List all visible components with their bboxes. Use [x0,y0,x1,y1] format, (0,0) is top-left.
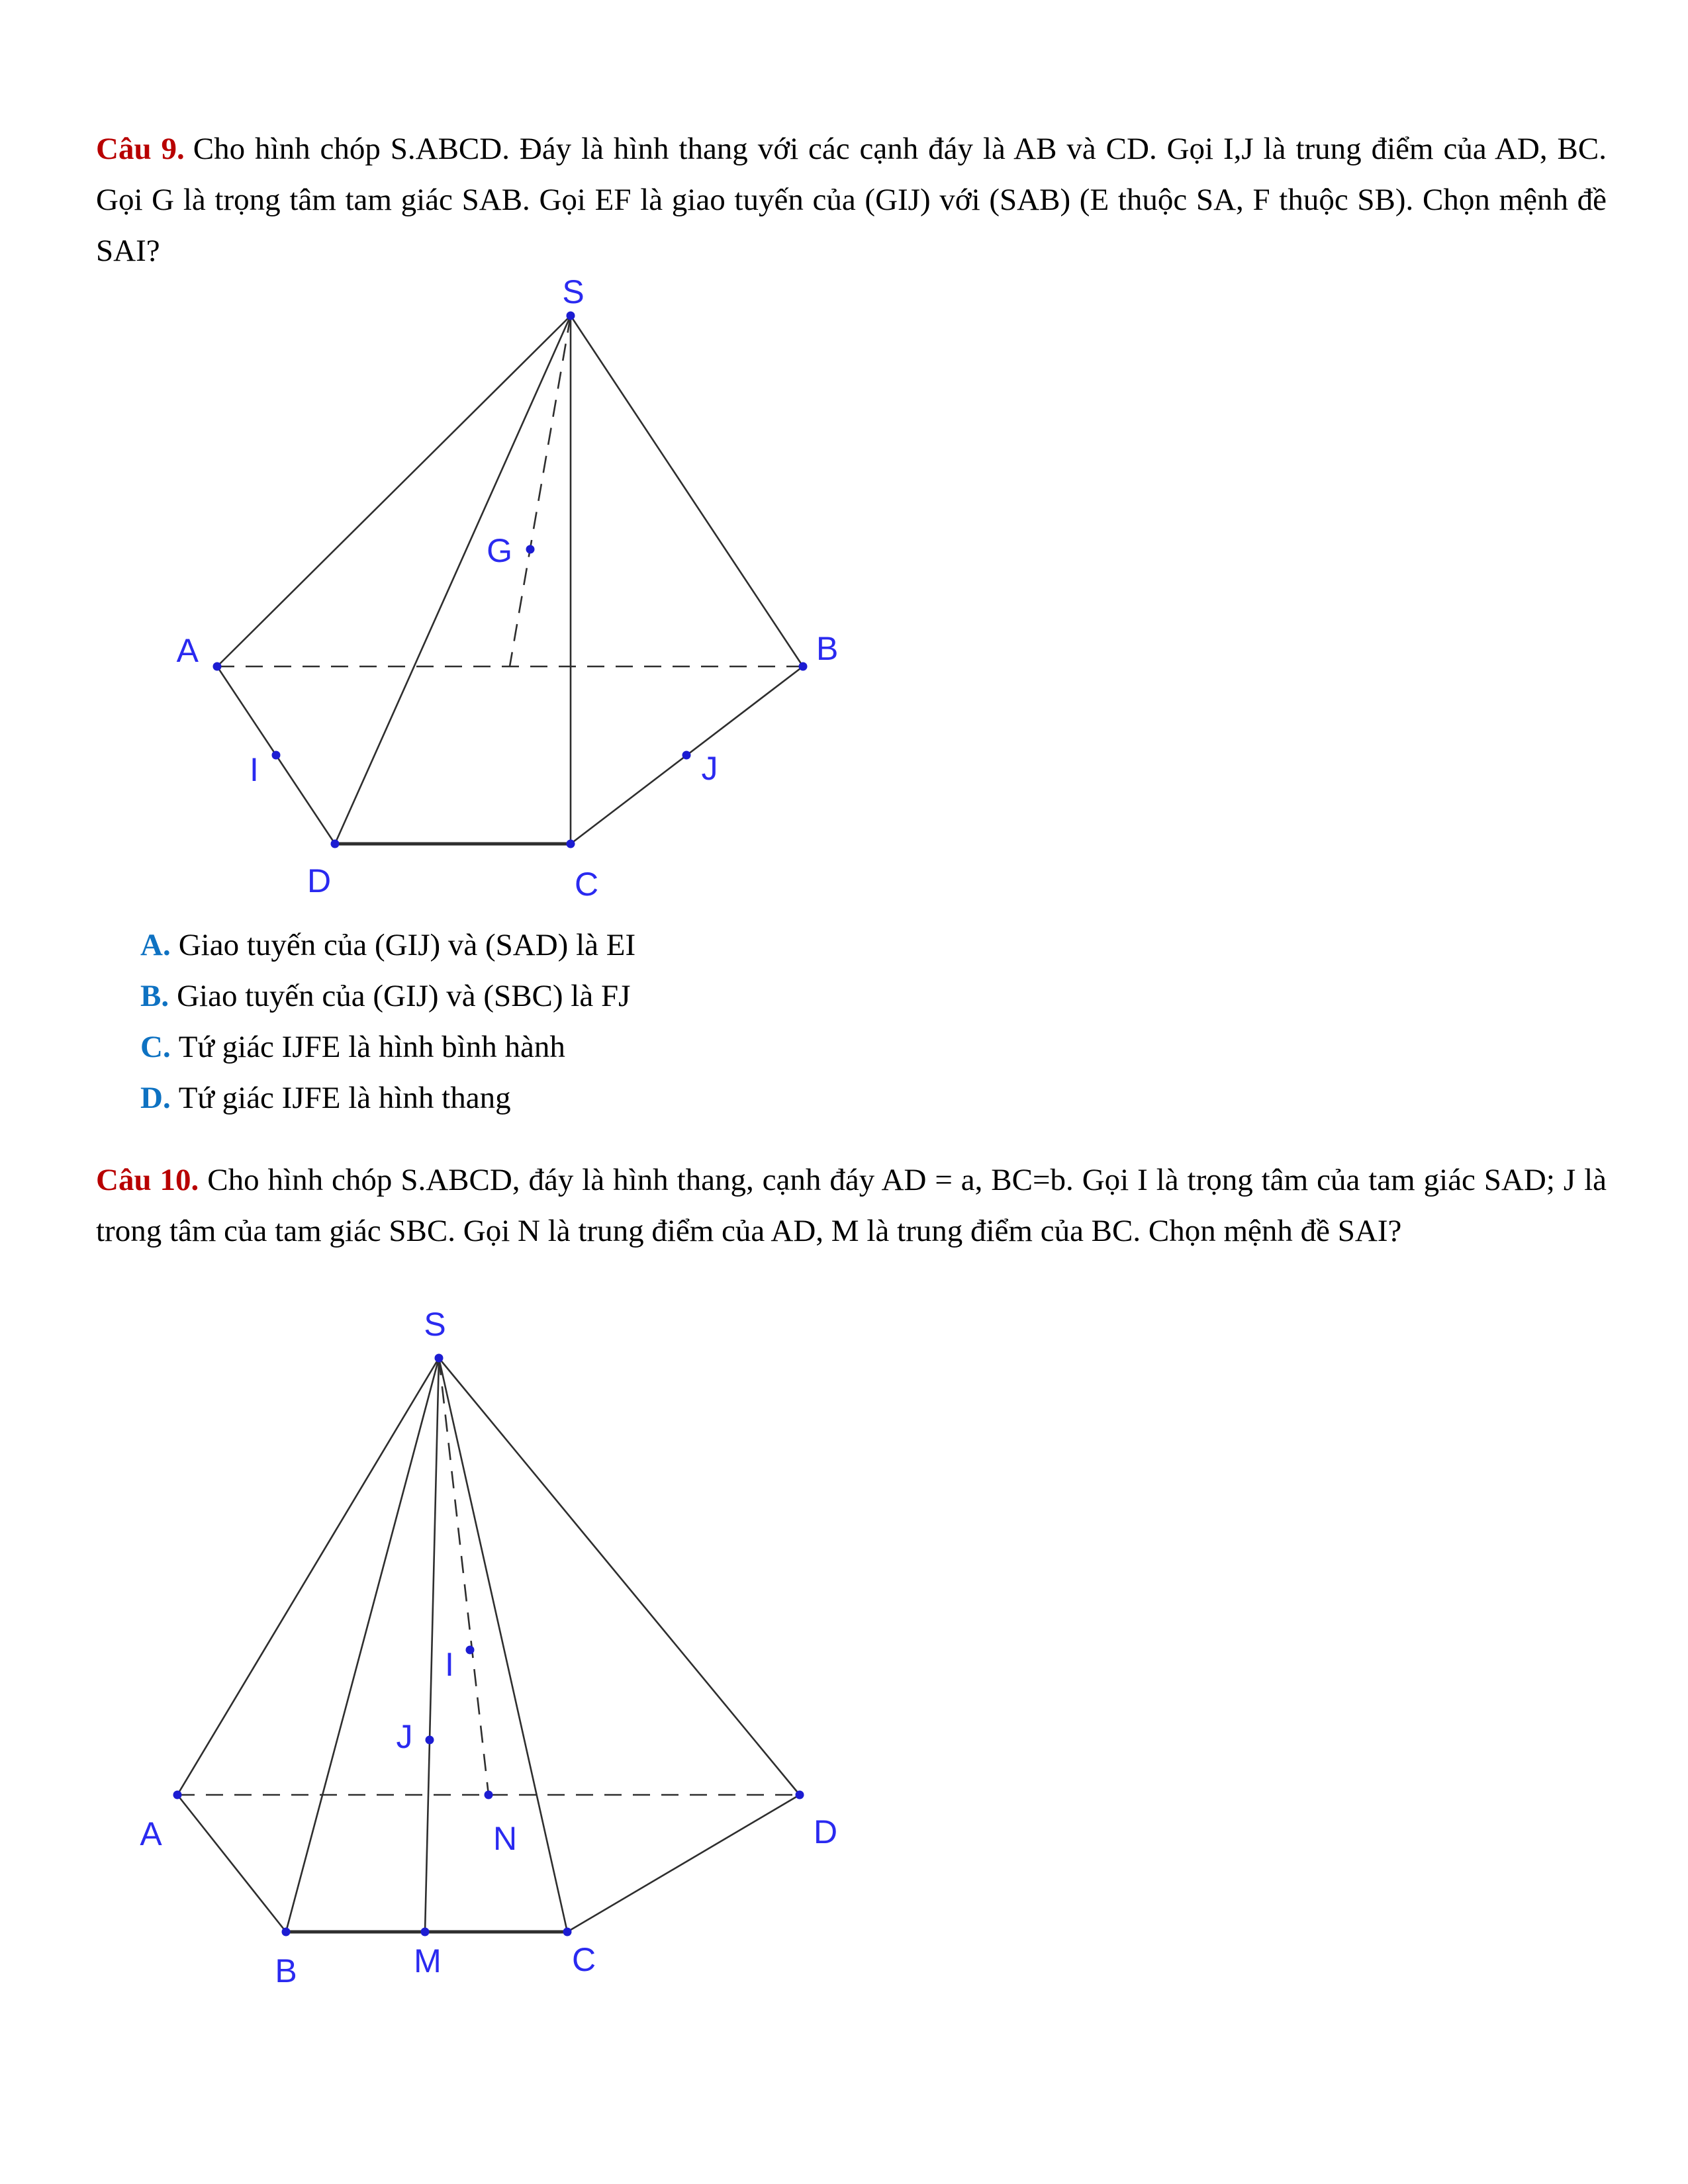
point-dot-I [272,751,281,760]
point-dot-J [682,751,691,760]
point-label-B: B [275,1952,297,1989]
option-a [140,920,635,971]
question-10-text: Cho hình chóp S.ABCD, đáy là hình thang, cạnh đáy AD = a, BC=b. Gọi I là trọng tâm của tam giác SAD; J là trong tâm của tam giác SBC. Gọi N là trung điểm của AD, M là trung điểm của BC. Chọn mệnh đề SAI? [96,1163,1607,1248]
question-9-label: Câu 9. [96,132,185,166]
point-dot-A [173,1791,182,1799]
point-dot-D [331,840,340,848]
point-label-J: J [396,1718,413,1755]
point-dot-J [426,1736,434,1745]
option-c-letter: C. [140,1030,171,1064]
point-dot-B [282,1928,291,1936]
point-label-J: J [701,750,718,787]
point-dot-A [213,662,222,671]
option-b-letter: B. [140,979,169,1013]
edge-S-D [335,316,571,844]
option-d [140,1073,635,1124]
option-c [140,1022,635,1073]
point-dot-S [435,1354,444,1363]
edge-S-B [571,316,803,666]
point-label-B: B [816,630,839,667]
option-d-letter: D. [140,1081,171,1115]
question-10-paragraph [96,1155,1607,1257]
option-a-text: Giao tuyến của (GIJ) và (SAD) là EI [178,928,636,962]
edge-S-N [439,1358,489,1795]
point-dot-B [799,662,808,671]
point-label-D: D [306,862,332,899]
edge-S-B [286,1358,439,1932]
edge-S-K [510,316,571,666]
edge-S-D [439,1358,800,1795]
pyramid-figure-q10 [93,1291,900,2038]
point-label-S: S [562,273,585,310]
point-label-S: S [424,1306,446,1343]
option-b [140,971,635,1022]
point-label-C: C [571,1941,596,1978]
point-label-A: A [176,632,199,669]
point-dot-C [563,1928,572,1936]
point-dot-N [485,1791,493,1799]
option-b-text: Giao tuyến của (GIJ) và (SBC) là FJ [177,979,631,1013]
point-label-C: C [574,866,599,903]
point-label-A: A [140,1815,162,1852]
pyramid-figure-q9 [152,258,894,907]
option-c-text: Tứ giác IJFE là hình bình hành [178,1030,565,1064]
point-label-N: N [492,1820,518,1857]
point-label-I: I [445,1646,454,1683]
question-10-label: Câu 10. [96,1163,199,1197]
point-dot-S [567,312,575,320]
edge-S-M [425,1358,439,1932]
option-a-letter: A. [140,928,171,962]
point-dot-M [421,1928,430,1936]
option-d-text: Tứ giác IJFE là hình thang [178,1081,511,1115]
point-label-G: G [487,532,512,569]
question-9-options [140,920,635,1124]
point-label-M: M [414,1942,442,1979]
point-dot-C [567,840,575,848]
edge-S-A [217,316,571,666]
edge-C-D [567,1795,800,1932]
question-9-paragraph [96,124,1607,277]
point-label-I: I [250,751,259,788]
point-dot-I [466,1646,475,1655]
edge-A-B [177,1795,286,1932]
point-label-D: D [813,1813,838,1850]
point-dot-D [796,1791,804,1799]
point-dot-G [526,545,535,554]
question-9-text: Cho hình chóp S.ABCD. Đáy là hình thang với các cạnh đáy là AB và CD. Gọi I,J là trung điểm của AD, BC. Gọi G là trọng tâm tam giác SAB. Gọi EF là giao tuyến của (GIJ) với (SAB) (E thuộc SA, F thuộc SB). Chọn mệnh đề SAI? [96,132,1607,268]
